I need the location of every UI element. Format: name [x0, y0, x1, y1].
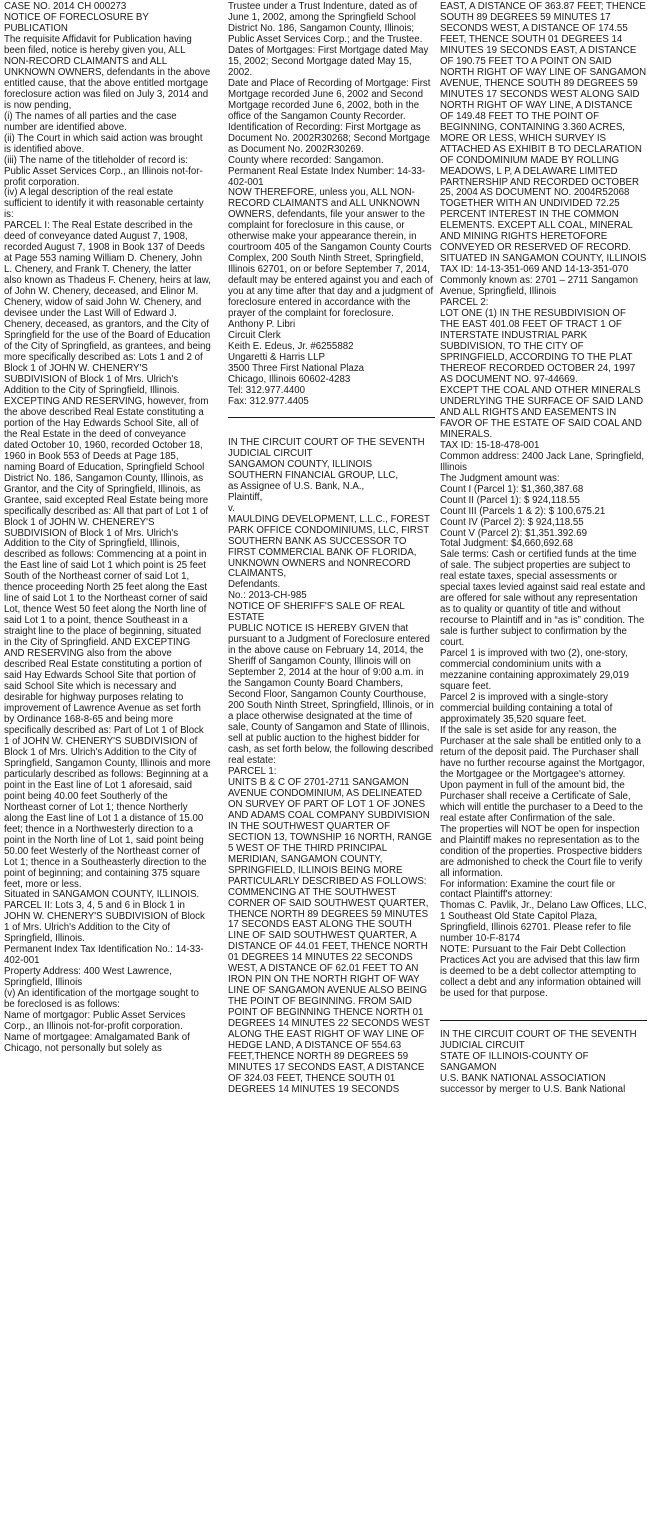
notice-paragraph: EAST, A DISTANCE OF 363.87 FEET; THENCE SOUTH 89 DEGREES 59 MINUTES 17 SECONDS WEST, A DISTANCE OF 174.55 FEET, THENCE SOUTH 01 DEGREES 14 MINUTES 19 SECONDS EAST, A DISTANCE OF 190.75 FEET TO A POINT ON SAID NORTH RIGHT OF WAY LINE OF SANGAMON AVENUE, THENCE SOUTH 89 DEGREES 59 MINUTES 17 SECONDS WEST ALONG SAID NORTH RIGHT OF WAY LINE, A DISTANCE OF 149.48 FEET TO THE POINT OF BEGINNING, CONTAINING 3.360 ACRES, MORE OR LESS, WHICH SURVEY IS ATTACHED AS EXHIBIT B TO DECLARATION OF CONDOMINIUM MADE BY ROLLING MEADOWS, L P, A DELAWARE LIMITED PARTNERSHIP AND RECORDED OCTOBER 25, 2004 AS DOCUMENT NO. 2004R52068 TOGETHER WITH AN UNDIVIDED 72.25 PERCENT INTEREST IN THE COMMON ELEMENTS. EXCEPT ALL COAL, MINERAL AND MINING RIGHTS HERETOFORE CONVEYED OR RESERVED OF RECORD.	[440, 1, 647, 254]
notice-paragraph: Name of mortgagee: Amalgamated Bank of Chicago, not personally but solely as	[4, 1032, 190, 1055]
notice-paragraph: SOUTHERN FINANCIAL GROUP, LLC,	[228, 469, 399, 481]
notice-paragraph: Common address: 2400 Jack Lane, Springfield, Illinois	[440, 450, 645, 473]
notice-paragraph: Situated in SANGAMON COUNTY, ILLINOIS.	[4, 889, 200, 901]
notice-paragraph: Dates of Mortgages: First Mortgage dated May 15, 2002; Second Mortgage dated May 15, 2002.	[228, 44, 429, 78]
notice-paragraph: NOW THEREFORE, unless you, ALL NON-RECORD CLAIMANTS and ALL UNKNOWN OWNERS, defendants, file your answer to the complaint for foreclosure in this cause, or otherwise make your appearance therein, in courtroom 405 of the Sangamon County Courts Complex, 200 South Ninth Street, Springfield, Illinois 62701, on or before September 7, 2014, default may be entered against you and each of you at any time after that day and a judgment of foreclosure entered in accordance with the prayer of the complaint for foreclosure.	[228, 187, 434, 320]
notice-paragraph: Anthony P. Libri	[228, 319, 296, 331]
notice-paragraph: Count II (Parcel 1): $ 924,118.55	[440, 494, 580, 506]
notice-paragraph: Plaintiff,	[228, 491, 263, 503]
notice-paragraph: NOTICE OF FORECLOSURE BY PUBLICATION	[4, 11, 149, 34]
notice-paragraph: Commonly known as: 2701 – 2711 Sangamon Avenue, Springfield, Illinois	[440, 275, 638, 298]
notice-paragraph: Thomas C. Pavlik, Jr., Delano Law Offices, LLC, 1 Southeast Old State Capitol Plaza, Springfield, Illinois 62701. Please refer to file number 10-F-8174	[440, 900, 647, 945]
notice-paragraph: Property Address: 400 West Lawrence, Springfield, Illinois	[4, 966, 172, 989]
notice-paragraph: TAX ID: 15-18-478-001	[440, 439, 540, 451]
notice-paragraph: U.S. BANK NATIONAL ASSOCIATION successor by merger to U.S. Bank National	[440, 1073, 626, 1095]
notice-paragraph: TAX ID: 14-13-351-069 AND 14-13-351-070	[440, 264, 629, 276]
notice-paragraph: Parcel 2 is improved with a single-story commercial building containing a total of approximately 35,520 square feet.	[440, 692, 613, 725]
notice-paragraph: No.: 2013-CH-985	[228, 590, 307, 602]
notice-paragraph: Trustee under a Trust Indenture, dated as of June 1, 2002, among the Springfield School District No. 186, Sangamon County, Illinois; Public Asset Services Corp.; and the Trustee.	[228, 1, 423, 45]
notice-paragraph: NOTE: Pursuant to the Fair Debt Collection Practices Act you are advised that this law firm is deemed to be a debt collector attempting to collect a debt and any information obtained will be used for that purpose.	[440, 944, 641, 1000]
notice-paragraph: The properties will NOT be open for inspection and Plaintiff makes no representation as to the condition of the properties. Prospective bidders are admonished to check the Court file to verify all information.	[440, 823, 643, 879]
notice-paragraph: MAULDING DEVELOPMENT, L.L.C., FOREST PARK OFFICE CONDOMINIUMS, LLC, FIRST SOUTHERN BANK AS SUCCESSOR TO FIRST COMMERCIAL BANK OF FLORIDA, UNKNOWN OWNERS and NONRECORD CLAIMANTS,	[228, 513, 430, 580]
notice-paragraph: The requisite Affidavit for Publication having been filed, notice is hereby given you, ALL NON-RECORD CLAIMANTS and ALL UNKNOWN OWNERS, defendants in the above entitled cause, that the above entitled mortgage foreclosure action was filed on July 3, 2014 and is now pending,	[4, 33, 211, 111]
notice-paragraph: Total Judgment: $4,660,692.68	[440, 538, 574, 550]
notice-paragraph: Count V (Parcel 2): $1,351.392.69	[440, 527, 588, 539]
notice-paragraph: (iii) The name of the titleholder of record is: Public Asset Services Corp., an Illinois not-for-profit corporation.	[4, 154, 203, 188]
us-bank-notice-start	[440, 1030, 647, 1096]
notice-paragraph: Date and Place of Recording of Mortgage: First Mortgage recorded June 6, 2002 and Second Mortgage recorded June 6, 2002, both in the office of the Sangamon County Recorder.	[228, 77, 431, 122]
notice-paragraph: Permanent Real Estate Index Number: 14-33-402-001	[228, 165, 426, 188]
notice-paragraph: Ungaretti & Harris LLP	[228, 352, 325, 363]
foreclosure-notice-continued	[228, 2, 435, 408]
notice-paragraph: SITUATED IN SANGAMON COUNTY, ILLINOIS	[440, 253, 647, 265]
column-3	[440, 2, 647, 1096]
notice-paragraph: (iv) A legal description of the real estate sufficient to identify it with reasonable certainty is:	[4, 187, 204, 221]
notice-paragraph: EXCEPT THE COAL AND OTHER MINERALS UNDERLYING THE SURFACE OF SAID LAND AND ALL RIGHTS AND EASEMENTS IN FAVOR OF THE ESTATE OF SAID COAL AND MINERALS.	[440, 384, 644, 440]
notice-paragraph: Count I (Parcel 1): $1,360,387.68	[440, 483, 584, 495]
notice-paragraph: PARCEL I: The Real Estate described in the deed of conveyance dated August 7, 1908, recorded August 7, 1908 in Book 137 of Deeds at Page 553 naming William D. Chenery, John L. Chenery, and Frank T. Chenery, the latter also known as Thadeus F. Chenery, heirs at law, of John W. Chenery, deceased, and Elinor M. Chenery, widow of said John W. Chenery, and devisee under the Last Will of Edward J. Chenery, deceased, as grantors, and the City of Springfield for the use of the Board of Education of the City of Springfield, as grantees, and being more specifically described as: Lots 1 and 2 of Block 1 of JOHN W. CHENERY'S SUBDIVISION of Block 1 of Mrs. Ulrich's Addition to the City of Springfield, Illinois. EXCEPTING AND RESERVING, however, from the above described Real Estate constituting a portion of the Hay Edwards School Site, all of the Real Estate in the deed of conveyance dated October 10, 1960, recorded October 18, 1960 in Book 553 of Deeds at Page 185, naming Board of Education, Springfield School District No. 186, Sangamon County, Illinois, as Grantor, and the City of Springfield, Illinois, as Grantee, said excepted Real Estate being more specifically described as: All that part of Lot 1 of Block 1 of JOHN W. CHENEREY'S SUBDIVISION of Block 1 of Mrs. Ulrich's Addition to the City of Springfield, Illinois, described as follows: Commencing at a point in the East line of said Lot 1 which point is 25 feet South of the Northeast corner of said Lot 1, thence proceeding North 25 feet along the East line of said Lot 1 to the Northeast corner of said Lot, thence West 50 feet along the North line of said Lot 1 to a point, thence Southeast in a straight line to the place of beginning, situated in the City of Springfield. AND EXCEPTING AND RESERVING also from the above described Real Estate constituting a portion of said Hay Edwards School Site that portion of said School Site which is necessary and desirable for highway purposes relating to improvement of Lawrence Avenue as set forth by Ordinance 168-8-65 and being more specifically described as: Part of Lot 1 of Block 1 of JOHN W. CHENERY'S SUBDIVISION of Block 1 of Mrs. Ulrich's Addition to the City of Springfield, Sangamon County, Illinois and more particularly described as follows: Beginning at a point in the East line of Lot 1 aforesaid, said point being 40.00 feet Southerly of the Northeast corner of Lot 1; thence Northerly along the East line of Lot 1 a distance of 15.00 feet; thence in a Northwesterly direction to a point in the North line of Lot 1, said point being 50.00 feet Westerly of the Northeast corner of Lot 1; thence in a Southeasterly direction to the point of beginning; and containing 375 square feet, more or less.	[4, 220, 211, 890]
notice-paragraph: Sale terms: Cash or certified funds at the time of sale. The subject properties are subject to real estate taxes, special assessments or special taxes levied against said real estate and are offered for sale without any representation as to quality or quantity of title and without recourse to Plaintiff and in “as is” condition. The sale is further subject to confirmation by the court.	[440, 549, 646, 649]
notice-paragraph: The Judgment amount was:	[440, 472, 560, 484]
notice-paragraph: PARCEL 1:	[228, 765, 277, 777]
notice-paragraph: IN THE CIRCUIT COURT OF THE SEVENTH JUDICIAL CIRCUIT	[228, 436, 425, 459]
notice-paragraph: Circuit Clerk	[228, 330, 281, 342]
column-2	[228, 2, 435, 1096]
notice-paragraph: Defendants.	[228, 579, 281, 591]
notice-paragraph: If the sale is set aside for any reason, the Purchaser at the sale shall be entitled only to a return of the deposit paid. The Purchaser shall have no further recourse against the Mortgagor, the Mortgagee or the Mortgagee's attorney.	[440, 724, 645, 780]
sheriff-sale-notice-continued	[440, 2, 647, 1000]
sheriff-sale-notice-2013-ch-985	[228, 438, 435, 1096]
notice-paragraph: CASE NO. 2014 CH 000273	[4, 1, 127, 12]
notice-paragraph: (i) The names of all parties and the case number are identified above.	[4, 110, 177, 133]
foreclosure-notice-2014-ch-000273	[4, 2, 211, 1055]
notice-paragraph: PUBLIC NOTICE IS HEREBY GIVEN that pursuant to a Judgment of Foreclosure entered in the above cause on February 14, 2014, the Sheriff of Sangamon County, Illinois will on September 2, 2014 at the hour of 9:00 a.m. in the Sangamon County Board Chambers, Second Floor, Sangamon County Courthouse, 200 South Ninth Street, Springfield, Illinois, or in a place otherwise designated at the time of sale, County of Sangamon and State of Illinois, sell at public auction to the highest bidder for cash, as set forth below, the following described real estate:	[228, 623, 434, 766]
notice-paragraph: as Assignee of U.S. Bank, N.A.,	[228, 480, 365, 492]
notice-paragraph: 3500 Three First National Plaza	[228, 362, 365, 374]
notice-paragraph: LOT ONE (1) IN THE RESUBDIVISION OF THE EAST 401.08 FEET OF TRACT 1 OF INTERSTATE INDUSTRIAL PARK SUBDIVISION, TO THE CITY OF SPRINGFIELD, ACCORDING TO THE PLAT THEREOF RECORDED OCTOBER 24, 1997 AS DOCUMENT NO. 97-44669.	[440, 308, 636, 385]
notice-paragraph: Fax: 312.977.4405	[228, 395, 309, 407]
notice-paragraph: (ii) The Court in which said action was brought is identified above.	[4, 132, 203, 155]
notice-paragraph: Permanent Index Tax Identification No.: 14-33-402-001	[4, 944, 204, 967]
notice-paragraph: PARCEL 2:	[440, 297, 489, 309]
notice-paragraph: Upon payment in full of the amount bid, the Purchaser shall receive a Certificate of Sale, which will entitle the purchaser to a Deed to the real estate after Confirmation of the sale.	[440, 779, 644, 824]
notice-paragraph: PARCEL II: Lots 3, 4, 5 and 6 in Block 1 in JOHN W. CHENERY'S SUBDIVISION of Block 1 of Mrs. Ulrich's Addition to the City of Springfield, Illinois.	[4, 900, 205, 945]
notice-paragraph: NOTICE OF SHERIFF'S SALE OF REAL ESTATE	[228, 601, 405, 624]
notice-paragraph: Tel: 312.977.4400	[228, 384, 306, 396]
notice-paragraph: Count IV (Parcel 2): $ 924,118.55	[440, 516, 584, 528]
notice-paragraph: UNITS B & C OF 2701-2711 SANGAMON AVENUE CONDOMINIUM, AS DELINEATED ON SURVEY OF PART OF LOT 1 OF JONES AND ADAMS COAL COMPANY SUBDIVISION IN THE SOUTHWEST QUARTER OF SECTION 13, TOWNSHIP 16 NORTH, RANGE 5 WEST OF THE THIRD PRINCIPAL MERIDIAN, SANGAMON COUNTY, SPRINGFIELD, ILLINOIS BEING MORE PARTICULARLY DESCRIBED AS FOLLOWS: COMMENCING AT THE SOUTHWEST CORNER OF SAID SOUTHWEST QUARTER, THENCE NORTH 89 DEGREES 59 MINUTES 17 SECONDS EAST ALONG THE SOUTH LINE OF SAID SOUTHWEST QUARTER, A DISTANCE OF 44.01 FEET, THENCE NORTH 01 DEGREES 14 MINUTES 22 SECONDS WEST, A DISTANCE OF 62.01 FEET TO AN IRON PIN ON THE NORTH RIGHT OF WAY LINE OF SANGAMON AVENUE ALSO BEING THE POINT OF BEGINNING. FROM SAID POINT OF BEGINNING THENCE NORTH 01 DEGREES 14 MINUTES 22 SECONDS WEST ALONG THE EAST RIGHT OF WAY LINE OF HEDGE LAND, A DISTANCE OF 554.63 FEET,THENCE NORTH 89 DEGREES 59 MINUTES 17 SECONDS EAST, A DISTANCE OF 324.03 FEET, THENCE SOUTH 01 DEGREES 14 MINUTES 19 SECONDS	[228, 776, 432, 1095]
notice-paragraph: For information: Examine the court file or contact Plaintiff's attorney:	[440, 878, 615, 901]
notice-paragraph: (v) An identification of the mortgage sought to be foreclosed is as follows:	[4, 988, 199, 1011]
notice-paragraph: Keith E. Edeus, Jr. #6255882	[228, 341, 354, 353]
notice-paragraph: STATE OF ILLINOIS-COUNTY OF SANGAMON	[440, 1051, 589, 1074]
notice-paragraph: Parcel 1 is improved with two (2), one-story, commercial condominium units with a mezzanine containing approximately 29,019 square feet.	[440, 648, 630, 693]
notice-paragraph: SANGAMON COUNTY, ILLINOIS	[228, 458, 373, 470]
notice-paragraph: Identification of Recording: First Mortgage as Document No. 2002R30268; Second Mortgage as Document No. 2002R30269.	[228, 121, 430, 155]
column-1	[4, 2, 211, 1055]
notice-paragraph: County where recorded: Sangamon.	[228, 154, 384, 166]
notice-divider	[228, 417, 435, 418]
notice-paragraph: Name of mortgagor: Public Asset Services Corp., an Illinois not-for-profit corporation.	[4, 1010, 186, 1033]
notice-paragraph: Chicago, Illinois 60602-4283	[228, 373, 351, 385]
notice-paragraph: IN THE CIRCUIT COURT OF THE SEVENTH JUDICIAL CIRCUIT	[440, 1029, 637, 1052]
notice-paragraph: v.	[228, 502, 235, 514]
notice-divider	[440, 1020, 647, 1021]
notice-paragraph: Count III (Parcels 1 & 2): $ 100,675.21	[440, 505, 606, 517]
